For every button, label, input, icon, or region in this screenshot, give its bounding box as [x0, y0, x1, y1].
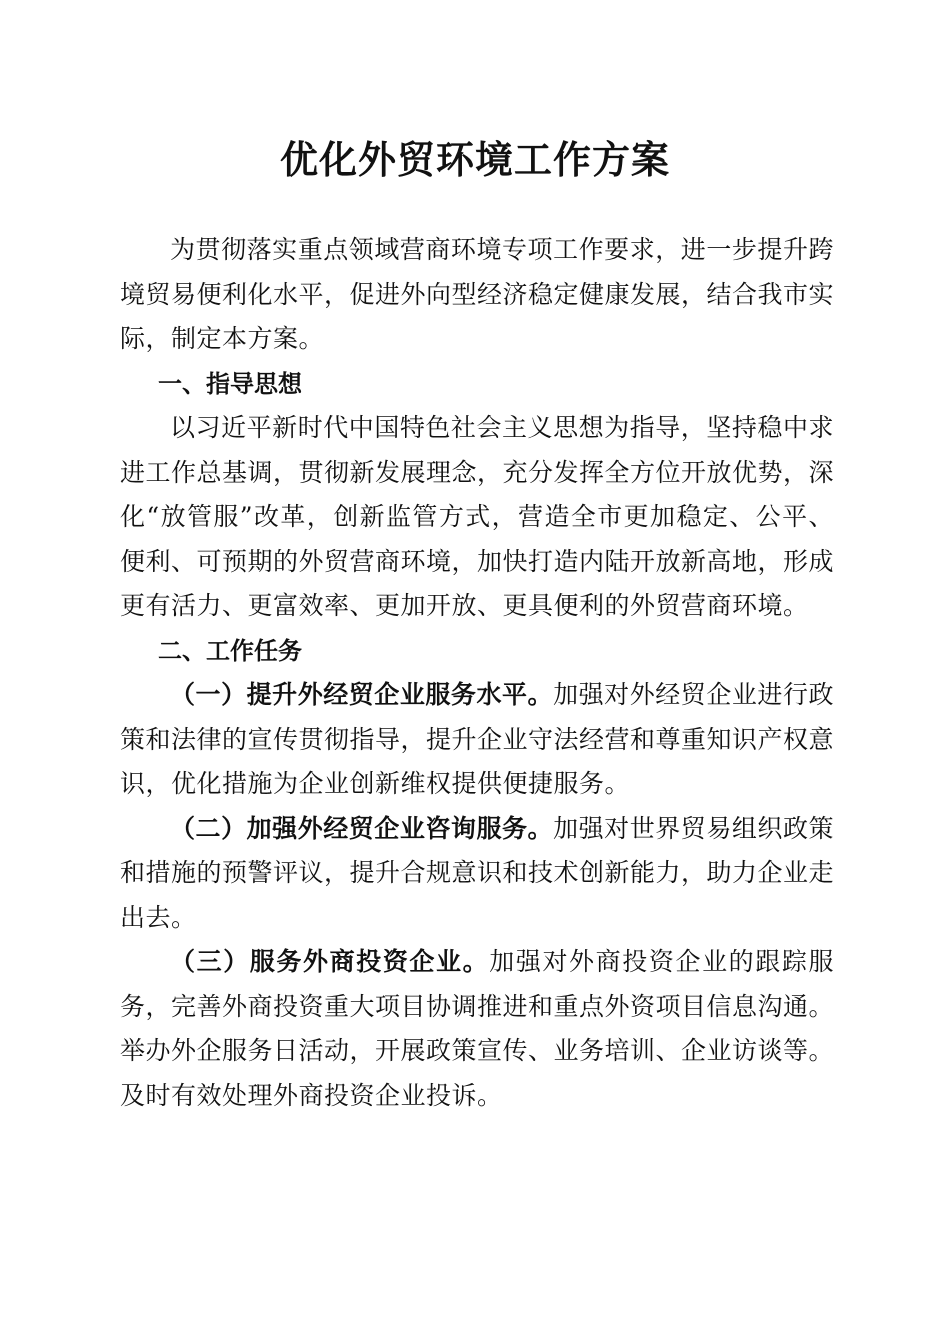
section-heading-guiding-thought: 一、指导思想 — [158, 369, 302, 398]
task-item-3-lead: （三）服务外商投资企业。 — [170, 947, 490, 976]
task-item-1 — [120, 673, 834, 807]
task-item-2-lead: （二）加强外经贸企业咨询服务。 — [170, 813, 554, 843]
section-heading-work-tasks: 二、工作任务 — [158, 636, 302, 665]
task-item-2 — [120, 807, 834, 941]
task-item-1-lead: （一）提升外经贸企业服务水平。 — [170, 680, 554, 709]
task-item-1-text: 加强对外经贸企业进行政策和法律的宣传贯彻指导，提升企业守法经营和尊重知识产权意识，优化措施为企业创新维权提供便捷服务。 — [120, 680, 835, 798]
intro-paragraph: 为贯彻落实重点领域营商环境专项工作要求，进一步提升跨境贸易便利化水平，促进外向型经济稳定健康发展，结合我市实际，制定本方案。 — [120, 235, 835, 353]
task-item-2-text: 加强对世界贸易组织政策和措施的预警评议，提升合规意识和技术创新能力，助力企业走出去。 — [120, 813, 835, 932]
task-item-3 — [120, 940, 834, 1118]
task-item-3-text: 加强对外商投资企业的跟踪服务，完善外商投资重大项目协调推进和重点外资项目信息沟通。举办外企服务日活动，开展政策宣传、业务培训、企业访谈等。及时有效处理外商投资企业投诉。 — [120, 947, 835, 1110]
document-body — [120, 228, 834, 1118]
document-title: 优化外贸环境工作方案 — [279, 137, 670, 182]
guiding-thought-paragraph: 以习近平新时代中国特色社会主义思想为指导，坚持稳中求进工作总基调，贯彻新发展理念，充分发挥全方位开放优势，深化“放管服”改革，创新监管方式，营造全市更加稳定、公平、便利、可预期的外贸营商环境，加快打造内陆开放新高地，形成更有活力、更富效率、更加开放、更具便利的外贸营商环境。 — [120, 413, 835, 620]
